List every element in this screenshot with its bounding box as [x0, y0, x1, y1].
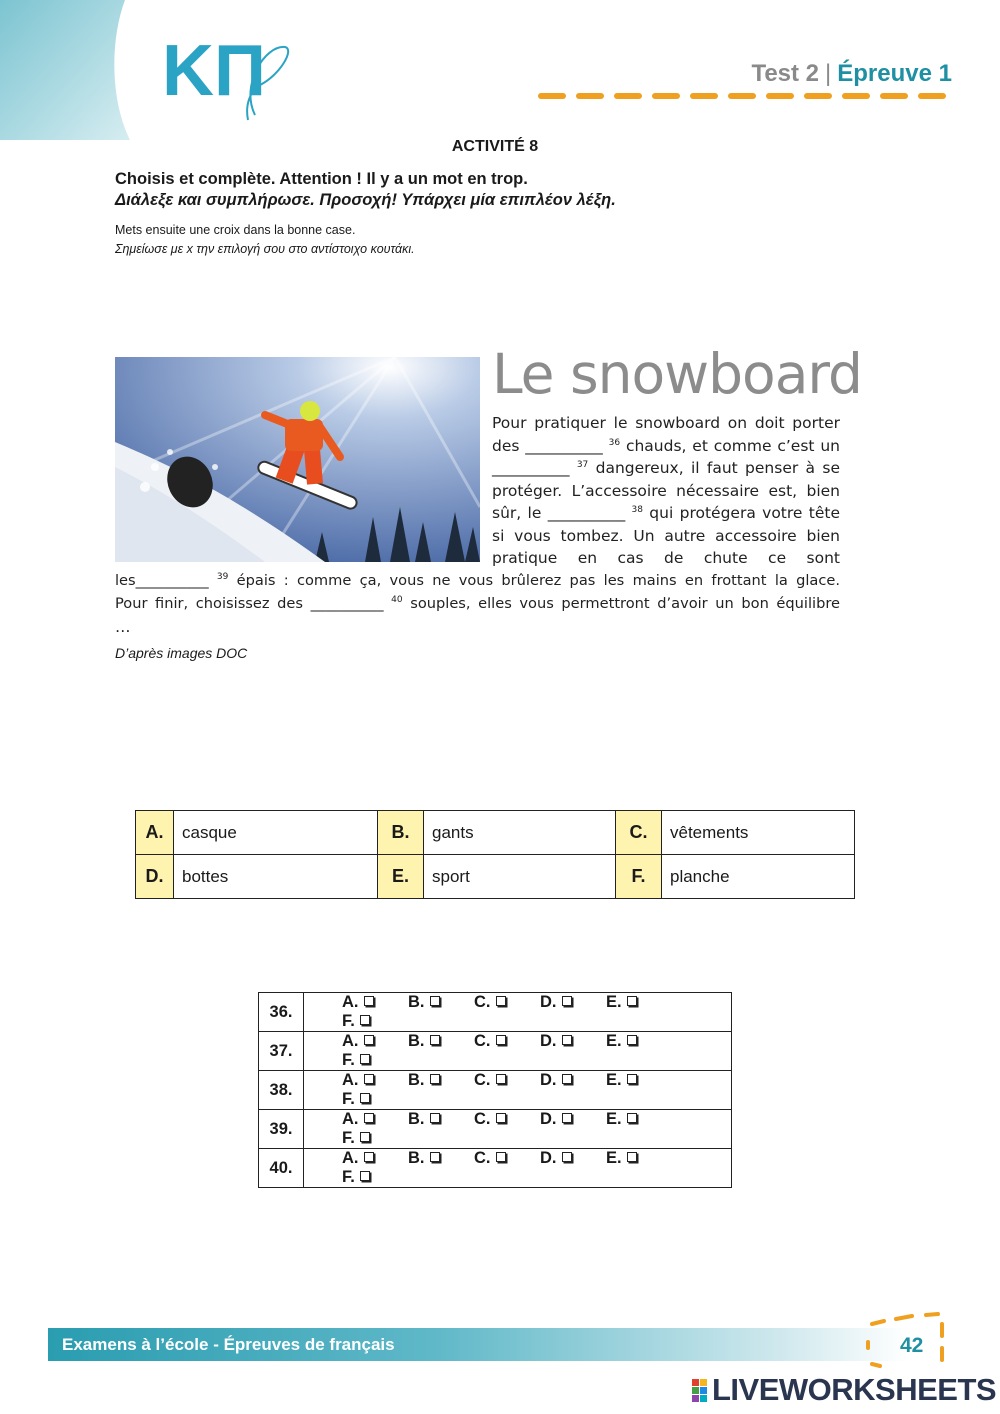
article-line-10: …: [115, 618, 131, 636]
instruction-greek: Διάλεξε και συμπλήρωσε. Προσοχή! Υπάρχει μία επιπλέον λέξη.: [115, 191, 616, 209]
option-word-d: bottes: [174, 855, 378, 899]
test-label: Test 2: [751, 60, 820, 87]
answer-row: [259, 993, 732, 1032]
checkbox-icon[interactable]: [627, 996, 637, 1006]
answer-row: [259, 1110, 732, 1149]
answer-choice[interactable]: F.: [342, 1129, 408, 1148]
question-number: 36.: [259, 993, 304, 1032]
checkbox-icon[interactable]: [627, 1074, 637, 1084]
checkbox-icon[interactable]: [562, 1152, 572, 1162]
blank-37[interactable]: __________: [492, 459, 570, 477]
checkbox-icon[interactable]: [360, 1132, 370, 1142]
article-source: D’après images DOC: [115, 645, 248, 661]
article-line-5: sûr, le __________ $^{38}$ qui protégera votre tête: [492, 504, 840, 522]
checkbox-icon[interactable]: [360, 1171, 370, 1181]
checkbox-icon[interactable]: [496, 996, 506, 1006]
answer-choice[interactable]: C.: [474, 993, 540, 1012]
checkbox-icon[interactable]: [364, 996, 374, 1006]
blank-38[interactable]: __________: [547, 504, 626, 522]
option-key-e: E.: [378, 855, 424, 899]
answer-choice[interactable]: A.: [342, 1149, 408, 1168]
header-separator: |: [825, 60, 832, 87]
corner-decoration: [0, 0, 135, 140]
checkbox-icon[interactable]: [430, 1113, 440, 1123]
answer-choice[interactable]: E.: [606, 1071, 672, 1090]
liveworksheets-brand: LIVEWORKSHEETS: [712, 1372, 997, 1407]
article-line-3: __________ $^{37}$ dangereux, il faut penser à se: [492, 459, 840, 477]
answer-choice[interactable]: E.: [606, 1110, 672, 1129]
article-line-8: les__________ $^{39}$ épais : comme ça, vous ne vous brûlerez pas les mains en frottant la glace.: [115, 572, 840, 589]
option-key-f: F.: [616, 855, 662, 899]
answer-choice[interactable]: A.: [342, 1032, 408, 1051]
article-line-2: des __________ $^{36}$ chauds, et comme c’est un: [492, 437, 840, 455]
checkbox-icon[interactable]: [364, 1113, 374, 1123]
checkbox-icon[interactable]: [430, 996, 440, 1006]
answer-grid: [258, 992, 732, 1188]
checkbox-icon[interactable]: [364, 1074, 374, 1084]
liveworksheets-icon: [692, 1379, 707, 1402]
option-key-c: C.: [616, 811, 662, 855]
answer-choice[interactable]: F.: [342, 1012, 408, 1031]
answer-choice[interactable]: D.: [540, 1071, 606, 1090]
checkbox-icon[interactable]: [627, 1113, 637, 1123]
option-word-c: vêtements: [662, 811, 855, 855]
answer-choice[interactable]: C.: [474, 1149, 540, 1168]
answer-choice[interactable]: C.: [474, 1032, 540, 1051]
sub-instruction-greek: Σημείωσε με x την επιλογή σου στο αντίστοιχο κουτάκι.: [115, 242, 415, 256]
header-dashed-line: [535, 90, 955, 102]
checkbox-icon[interactable]: [562, 1113, 572, 1123]
checkbox-icon[interactable]: [562, 1074, 572, 1084]
article-line-7: pratique en cas de chute ce sont: [492, 549, 840, 567]
checkbox-icon[interactable]: [430, 1035, 440, 1045]
checkbox-icon[interactable]: [364, 1035, 374, 1045]
answer-choice[interactable]: A.: [342, 1071, 408, 1090]
epreuve-label: Épreuve 1: [837, 60, 952, 87]
activity-title: ACTIVITÉ 8: [451, 138, 539, 155]
option-word-e: sport: [424, 855, 616, 899]
snowboarder-photo: [115, 357, 480, 562]
article-title: Le snowboard: [492, 342, 862, 406]
options-row: [136, 855, 855, 899]
checkbox-icon[interactable]: [562, 1035, 572, 1045]
answer-choice[interactable]: E.: [606, 1149, 672, 1168]
answer-row: [259, 1071, 732, 1110]
answer-choice[interactable]: D.: [540, 1149, 606, 1168]
article-line-9: Pour finir, choisissez des __________ $^{40}$ souples, elles vous permettront d’avoir un bon équilibre: [115, 595, 840, 612]
answer-choice[interactable]: D.: [540, 1032, 606, 1051]
question-number: 39.: [259, 1110, 304, 1149]
option-word-b: gants: [424, 811, 616, 855]
instruction-french: Choisis et complète. Attention ! Il y a un mot en trop.: [115, 170, 528, 188]
answer-choice[interactable]: F.: [342, 1051, 408, 1070]
answer-choice[interactable]: A.: [342, 1110, 408, 1129]
checkbox-icon[interactable]: [364, 1152, 374, 1162]
kp-logo: [160, 25, 300, 125]
answer-choice[interactable]: F.: [342, 1090, 408, 1109]
answer-row: [259, 1032, 732, 1071]
checkbox-icon[interactable]: [627, 1035, 637, 1045]
answer-choice[interactable]: B.: [408, 993, 474, 1012]
logo-letters: KΠ: [162, 31, 266, 111]
blank-39[interactable]: __________: [135, 572, 209, 589]
liveworksheets-logo[interactable]: [692, 1372, 996, 1408]
answer-row: [259, 1149, 732, 1188]
answer-choice[interactable]: B.: [408, 1110, 474, 1129]
checkbox-icon[interactable]: [360, 1054, 370, 1064]
answer-choice[interactable]: A.: [342, 993, 408, 1012]
checkbox-icon[interactable]: [496, 1113, 506, 1123]
checkbox-icon[interactable]: [496, 1152, 506, 1162]
checkbox-icon[interactable]: [430, 1074, 440, 1084]
page-number: 42: [900, 1334, 924, 1357]
question-number: 38.: [259, 1071, 304, 1110]
checkbox-icon[interactable]: [360, 1015, 370, 1025]
options-row: [136, 811, 855, 855]
answer-choice[interactable]: E.: [606, 1032, 672, 1051]
article-line-1: Pour pratiquer le snowboard on doit porter: [492, 414, 840, 432]
answer-choice[interactable]: B.: [408, 1032, 474, 1051]
article-line-6: si vous tombez. Un autre accessoire bien: [492, 527, 840, 545]
checkbox-icon[interactable]: [430, 1152, 440, 1162]
header-title: [751, 60, 952, 88]
checkbox-icon[interactable]: [627, 1152, 637, 1162]
option-word-a: casque: [174, 811, 378, 855]
answer-choice[interactable]: B.: [408, 1071, 474, 1090]
answer-choice[interactable]: B.: [408, 1149, 474, 1168]
blank-40[interactable]: __________: [310, 595, 384, 612]
article-line-4: protéger. L’accessoire nécessaire est, bien: [492, 482, 840, 500]
answer-choice[interactable]: C.: [474, 1071, 540, 1090]
option-key-d: D.: [136, 855, 174, 899]
answer-choice[interactable]: D.: [540, 993, 606, 1012]
option-key-a: A.: [136, 811, 174, 855]
word-options-table: [135, 810, 855, 899]
checkbox-icon[interactable]: [496, 1074, 506, 1084]
checkbox-icon[interactable]: [562, 996, 572, 1006]
answer-choice[interactable]: D.: [540, 1110, 606, 1129]
answer-choice[interactable]: C.: [474, 1110, 540, 1129]
sub-instruction-french: Mets ensuite une croix dans la bonne case.: [115, 223, 356, 237]
footer-text: Examens à l’école - Épreuves de français: [62, 1335, 395, 1354]
checkbox-icon[interactable]: [496, 1035, 506, 1045]
option-word-f: planche: [662, 855, 855, 899]
answer-choice[interactable]: F.: [342, 1168, 408, 1187]
question-number: 40.: [259, 1149, 304, 1188]
option-key-b: B.: [378, 811, 424, 855]
blank-36[interactable]: __________: [525, 437, 603, 455]
question-number: 37.: [259, 1032, 304, 1071]
answer-choice[interactable]: E.: [606, 993, 672, 1012]
checkbox-icon[interactable]: [360, 1093, 370, 1103]
